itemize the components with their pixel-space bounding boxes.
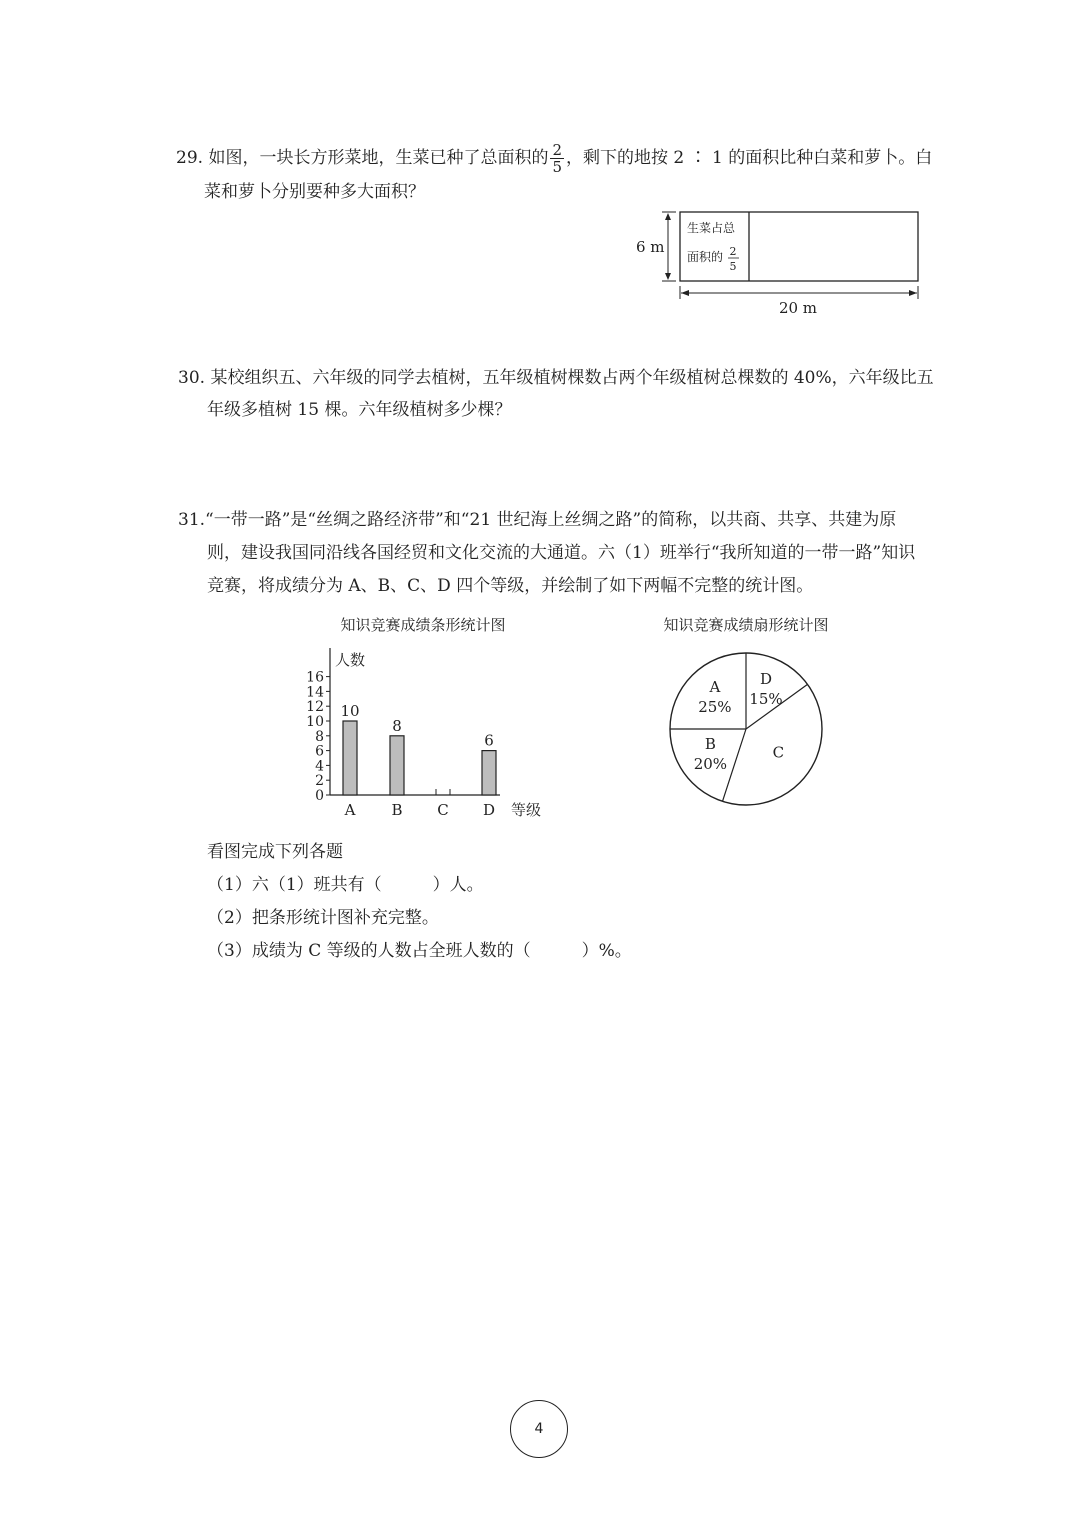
q30-line2: 年级多植树 15 棵。六年级植树多少棵？ xyxy=(207,400,512,420)
bar-A xyxy=(343,721,357,795)
q30-number: 30. xyxy=(178,368,206,388)
height-arrow-down xyxy=(665,273,671,280)
x-tick-label-A: A xyxy=(344,801,356,819)
y-tick-label: 12 xyxy=(306,699,324,716)
inner-frac-num: 2 xyxy=(729,245,737,258)
pie-slice-label-A: A xyxy=(709,677,721,696)
bar-chart-title: 知识竞赛成绩条形统计图 xyxy=(340,616,506,634)
q29-text-b: ，剩下的地按 2 ∶ 1 的面积比种白菜和萝卜。白 xyxy=(566,148,933,168)
q31-line1 xyxy=(178,509,896,531)
q29-figure xyxy=(620,200,940,325)
height-arrow-up xyxy=(665,213,671,220)
q29-frac-den: 5 xyxy=(552,158,562,176)
width-label: 20 m xyxy=(778,299,818,317)
pie-slice-label-D: D xyxy=(759,669,772,688)
q29-text-a: 如图，一块长方形菜地，生菜已种了总面积的 xyxy=(208,148,549,168)
y-tick-label: 4 xyxy=(315,758,324,775)
pie-chart-title: 知识竞赛成绩扇形统计图 xyxy=(663,616,829,634)
q31-line3: 竞赛，将成绩分为 A、B、C、D 四个等级，并绘制了如下两幅不完整的统计图。 xyxy=(207,576,814,596)
inner-frac-den: 5 xyxy=(729,260,737,273)
bar-chart-ylabel: 人数 xyxy=(335,651,366,669)
q31-sub3: （3）成绩为 C 等级的人数占全班人数的（ ）%。 xyxy=(207,941,632,961)
x-tick-label-B: B xyxy=(391,801,403,819)
pie-slice-pct-A: 25% xyxy=(698,697,732,716)
q29-line2: 菜和萝卜分别要种多大面积？ xyxy=(204,182,425,202)
pie-slice-label-B: B xyxy=(704,734,716,753)
x-tick-label-D: D xyxy=(482,801,496,819)
width-arrow-left xyxy=(681,290,689,296)
y-tick-label: 10 xyxy=(306,714,324,730)
pie-slice-pct-B: 20% xyxy=(693,754,728,773)
y-tick-label: 0 xyxy=(315,788,324,804)
q29-line1 xyxy=(176,142,932,175)
width-arrow-right xyxy=(909,290,917,296)
q31-number: 31. xyxy=(178,510,206,530)
y-tick-label: 8 xyxy=(315,728,324,745)
bar-B xyxy=(390,736,404,795)
x-tick-label-C: C xyxy=(437,801,449,819)
y-tick-label: 2 xyxy=(315,773,324,790)
q31-instruction: 看图完成下列各题 xyxy=(207,842,343,862)
y-tick-label: 14 xyxy=(306,684,324,701)
bar-chart-xlabel: 等级 xyxy=(511,801,542,819)
bar-D xyxy=(482,751,496,795)
height-label: 6 m xyxy=(636,238,665,256)
bar-value-label-D: 6 xyxy=(484,731,494,750)
page-number: 4 xyxy=(534,1421,544,1437)
q29-number: 29. xyxy=(176,148,204,168)
bar-value-label-B: 8 xyxy=(392,716,402,735)
q30-text: 某校组织五、六年级的同学去植树，五年级植树棵数占两个年级植树总棵数的 40%，六年级比五 xyxy=(210,368,934,388)
y-tick-label: 16 xyxy=(306,669,324,686)
pie-slice-pct-D: 15% xyxy=(749,689,783,708)
pie-chart xyxy=(640,610,860,820)
q30-line1 xyxy=(178,367,934,389)
inner-label-line1: 生菜占总 xyxy=(687,221,736,235)
q31-sub2: （2）把条形统计图补充完整。 xyxy=(207,908,439,928)
y-tick-label: 6 xyxy=(315,743,324,760)
q31-text: “一带一路”是“丝绸之路经济带”和“21 世纪海上丝绸之路”的简称，以共商、共享、共建为原 xyxy=(205,510,897,530)
q29-fraction xyxy=(550,142,564,175)
q29-frac-num: 2 xyxy=(552,141,562,159)
pie-slice-label-C: C xyxy=(772,743,785,762)
bar-value-label-A: 10 xyxy=(340,702,360,720)
q31-line2: 则，建设我国同沿线各国经贸和文化交流的大通道。六（1）班举行“我所知道的一带一路”知识 xyxy=(207,543,916,563)
q31-sub1: （1）六（1）班共有（ ）人。 xyxy=(207,875,484,895)
inner-label-line2: 面积的 xyxy=(687,250,724,264)
page-number-circle xyxy=(510,1400,568,1458)
bar-chart xyxy=(290,610,560,830)
